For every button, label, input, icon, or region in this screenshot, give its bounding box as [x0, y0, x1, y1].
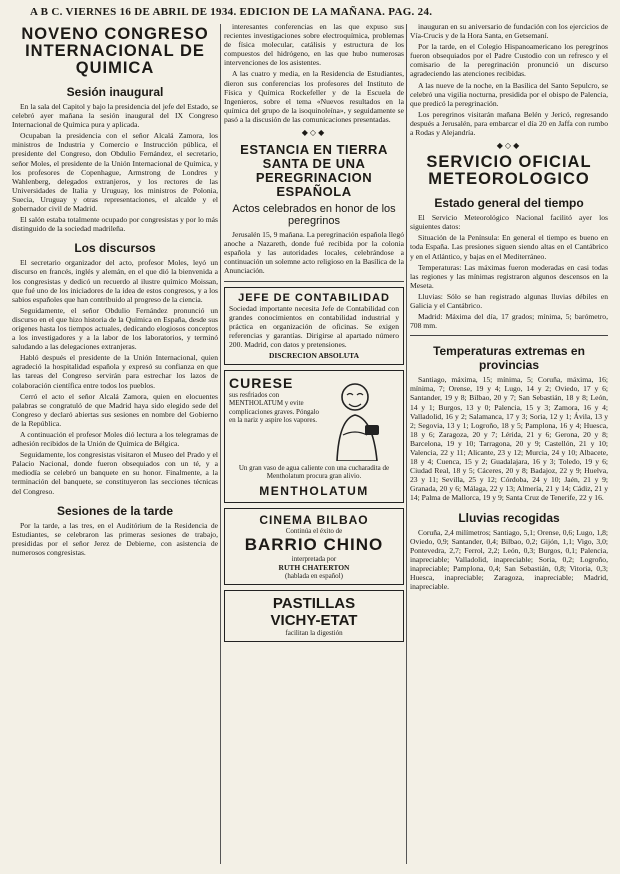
paragraph: En la sala del Capitol y bajo la presidencia del jefe del Estado, se celebró ayer mañana la sesión inaugural del IX Congreso Internacional de Química pura y aplicada.	[12, 102, 218, 130]
cinema-line: (hablada en español)	[285, 571, 343, 580]
ad-mentholatum	[224, 370, 404, 503]
pilgrimage-headline: ESTANCIA EN TIERRA SANTA DE UNA PEREGRINACION ESPAÑOLA	[240, 142, 388, 200]
column-divider	[406, 24, 407, 864]
section-heading-afternoon: Sesiones de la tarde	[56, 503, 174, 518]
paragraph: interesantes conferencias en las que expuso sus recientes investigaciones sobre electroquímica, problemas de física molecular, catálisis y estructura de los compuestos del hidrógeno, en las que hubo numerosas intervenciones de los asistentes.	[224, 22, 404, 68]
pastillas-brand: VICHY-ETAT	[270, 611, 358, 629]
paragraph: Ocupaban la presidencia con el señor Alcalá Zamora, los ministros de Industria y Comercio e Instrucción pública, el presidente del Congreso, don Obdulio Fernández, el secretario, señor Moles, el presidente de la Unión Internacional de Química, y los profesores de Copenhague, Armstrong de Londres y Wahlenberg, delegados extranjeros, y los rectores de las Universidades de Italia y Uruguay, los ministros de Polonia, Suecia, Uruguay y otras representaciones, el alcalde y el gobernador civil de Madrid.	[12, 131, 218, 214]
meteo-headline: SERVICIO OFICIAL METEOROLOGICO	[426, 153, 592, 189]
ad-accountant-footer: DISCRECION ABSOLUTA	[268, 350, 360, 360]
column-divider	[220, 24, 221, 864]
inaugural-text	[12, 102, 218, 233]
ornament-divider: ◆◇◆	[301, 128, 327, 138]
paragraph: A las nueve de la noche, en la Basílica del Santo Sepulcro, se celebró una vigilia nocturna, presidida por el obispo de Palencia, que predicó la peregrinación.	[410, 80, 608, 108]
section-heading-rainfall: Lluvias recogidas	[458, 510, 560, 525]
column-right	[410, 22, 608, 872]
page-header: A B C. VIERNES 16 DE ABRIL DE 1934. EDICION DE LA MAÑANA. PAG. 24.	[30, 6, 433, 18]
paragraph: A las cuatro y media, en la Residencia de Estudiantes, dieron sus conferencias los profesores del Instituto de Física y Química Rockefeller y de la Escuela de Ingenieros, sobre el tema «Nuevos resultados en la química del grupo de la isoquinoleína», y seguidamente se pasó a la discusión de las comunicaciones presentadas.	[224, 69, 404, 124]
ad-mentholatum-brand: MENTHOLATUM	[259, 483, 369, 498]
paragraph: Seguidamente, los congresistas visitaron el Museo del Prado y el Palacio Nacional, donde fueron obsequiados con un té, y a mediodía se celebró un banquete en su honor. Finalmente, a la terminación del banquete, se constituyeron las secciones técnicas del Congreso.	[12, 450, 218, 496]
paragraph: Habló después el presidente de la Unión Internacional, quien agradeció la hospitalidad española y expresó su confianza en que las tareas del Congreso servirán para estrechar los lazos de colaboración científica entre todos los pueblos.	[12, 353, 218, 390]
ornament-divider: ◆◇◆	[496, 141, 522, 151]
paragraph: Por la tarde, a las tres, en el Auditórium de la Residencia de Estudiantes, se celebraron las primeras sesiones de trabajo, presididas por el señor Jerez de Debierne, con asistencia de numerosos congresistas.	[12, 520, 218, 557]
cinema-star: RUTH CHATERTON	[278, 562, 350, 572]
ad-mentholatum-headline: CURESE	[229, 374, 294, 391]
paragraph: Temperaturas: Las máximas fueron moderadas en casi todas las regiones y las mínimas registraron algunos descensos en la Meseta.	[410, 262, 608, 290]
speeches-text	[12, 258, 218, 495]
divider	[410, 335, 608, 336]
cinema-name: CINEMA BILBAO	[259, 512, 369, 527]
paragraph: Lluvias: Sólo se han registrado algunas lluvias débiles en Galicia y el Cantábrico.	[410, 291, 608, 310]
cinema-line: Continúa el éxito de	[285, 526, 343, 535]
mentholatum-illustration	[325, 375, 389, 461]
column-middle	[224, 22, 404, 872]
congress-headline: NOVENO CONGRESO INTERNACIONAL DE QUIMICA	[21, 25, 209, 77]
section-heading-speeches: Los discursos	[74, 241, 156, 256]
ad-pastillas	[224, 590, 404, 642]
ad-mentholatum-body: sus resfriados con MENTHOLATUM y evite complicaciones graves. Póngalo en la nariz y aspire los vapores.	[229, 390, 320, 425]
pastillas-line: PASTILLAS	[272, 594, 356, 612]
paragraph: Por la tarde, en el Colegio Hispanoamericano los peregrinos fueron obsequiados por el Padre Custodio con un refresco y el comisario de la peregrinación pronunció un discurso agradeciendo las atenciones recibidas.	[410, 42, 608, 79]
section-heading-inaugural: Sesión inaugural	[66, 85, 164, 99]
paragraph: Jerusalén 15, 9 mañana. La peregrinación española llegó anoche a Nazareth, donde fué recibida por la colonia española y las autoridades locales, celebrándose a continuación un solemne acto religioso en la Basílica de la Anunciación.	[224, 230, 404, 276]
paragraph: inauguran en su aniversario de fundación con los ejercicios de Vía-Crucis y de la Hora Santa, en Getsemaní.	[410, 22, 608, 41]
paragraph: Santiago, máxima, 15; mínima, 5; Coruña, máxima, 16; mínima, 7; Orense, 19 y 4; Lugo, 14 y 2; Oviedo, 17 y 6; Santander, 19 y 8; Bilbao, 20 y 7; San Sebastián, 18 y 8; León, 14 y 1; Burgos, 13 y 0; Palencia, 15 y 3; Zamora, 16 y 4; Valladolid, 16 y 2; Salamanca, 17 y 3; Soria, 12 y 1; Ávila, 13 y 2; Segovia, 13 y 1; Logroño, 18 y 5; Pamplona, 16 y 4; Huesca, 18 y 6; Zaragoza, 20 y 7; Lérida, 21 y 6; Gerona, 20 y 8; Barcelona, 19 y 10; Tarragona, 20 y 9; Castellón, 21 y 10; Valencia, 22 y 11; Alicante, 23 y 12; Murcia, 24 y 10; Albacete, 18 y 4; Cuenca, 15 y 2; Guadalajara, 16 y 3; Toledo, 19 y 6; Ciudad Real, 18 y 5; Cáceres, 20 y 8; Badajoz, 22 y 9; Huelva, 23 y 11; Sevilla, 25 y 12; Córdoba, 24 y 10; Jaén, 21 y 9; Granada, 20 y 6; Málaga, 22 y 13; Almería, 21 y 14; Cádiz, 21 y 14; Palma de Mallorca, 19 y 9; Santa Cruz de Tenerife, 22 y 16.	[410, 375, 608, 503]
ad-accountant-text: Sociedad importante necesita Jefe de Contabilidad con grandes conocimientos en contabilidad industrial y práctica en organización de oficinas. Se exigen referencias y garantías. Dirigirse al apartado número 200. Madrid, con datos y pretensiones.	[229, 303, 399, 349]
paragraph: A continuación el profesor Moles dió lectura a los telegramas de adhesión recibidos de la Unión de Química de Bélgica.	[12, 430, 218, 449]
paragraph: Cerró el acto el señor Alcalá Zamora, quien en elocuentes palabras se congratuló de que Madrid haya sido elegido sede del Congreso y declaró abiertas sus sesiones en nombre del Gobierno de la República.	[12, 391, 218, 428]
pilgrimage-subheading: Actos celebrados en honor de los peregrinos	[232, 203, 396, 228]
paragraph: Coruña, 2,4 milímetros; Santiago, 5,1; Orense, 0,6; Lugo, 1,8; Oviedo, 0,9; Santander, 0,4; Bilbao, 0,2; Gijón, 1,1; Vigo, 3,0; Pontevedra, 2,7; Ferrol, 2,2; León, 0,3; Burgos, 0,1; Palencia, inapreciable; Valladolid, inapreciable; Soria, 0,2; Logroño, inapreciable; Pamplona, 0,4; San Sebastián, 0,8; Vitoria, 0,3; Huesca, inapreciable; Zaragoza, inapreciable; Madrid, inapreciable.	[410, 527, 608, 592]
cinema-film-title: BARRIO CHINO	[244, 534, 384, 554]
paragraph: El salón estaba totalmente ocupado por congresistas y por lo más distinguido de la sociedad madrileña.	[12, 215, 218, 234]
cinema-line: interpretada por	[291, 554, 337, 563]
ad-accountant	[224, 287, 404, 365]
divider	[224, 281, 404, 282]
section-heading-weather: Estado general del tiempo	[434, 196, 584, 211]
ad-cinema	[224, 508, 404, 585]
column-left	[12, 22, 218, 872]
ad-mentholatum-note: Un gran vaso de agua caliente con una cucharadita de Mentholatum procura gran alivio.	[238, 463, 390, 480]
ad-accountant-heading: JEFE DE CONTABILIDAD	[238, 291, 390, 304]
paragraph: Madrid: Máxima del día, 17 grados; mínima, 5; barómetro, 708 mm.	[410, 312, 608, 331]
paragraph: El Servicio Meteorológico Nacional facilitó ayer los siguientes datos:	[410, 213, 608, 232]
paragraph: Seguidamente, el señor Obdulio Fernández pronunció un discurso en el que hizo historia de la Química en España, desde sus orígenes hasta los tiempos actuales, dedicando elogiosos conceptos a los investigadores y a la labor de los laboratorios, y terminó saludando a las delegaciones extranjeras.	[12, 305, 218, 352]
paragraph: El secretario organizador del acto, profesor Moles, leyó un discurso en francés, inglés y alemán, en el que dió la bienvenida a los congresistas y dedicó un recuerdo al ilustre químico Moissan, que fué uno de los iniciadores de la idea de estos congresos, y a los sabios españoles que han contribuido al progreso de la ciencia.	[12, 258, 218, 304]
section-heading-temperatures: Temperaturas extremas en provincias	[433, 344, 585, 373]
paragraph: Situación de la Península: En general el tiempo es bueno en toda España. Las presiones siguen siendo altas en el Cantábrico y en el Atlántico, y bajas en el Mediterráneo.	[410, 233, 608, 261]
pastillas-tagline: facilitan la digestión	[285, 628, 343, 637]
paragraph: Los peregrinos visitarán mañana Belén y Jericó, regresando después a Jerusalén, para embarcar el día 20 en Jaffa con rumbo a Rodas y Alejandría.	[410, 109, 608, 138]
